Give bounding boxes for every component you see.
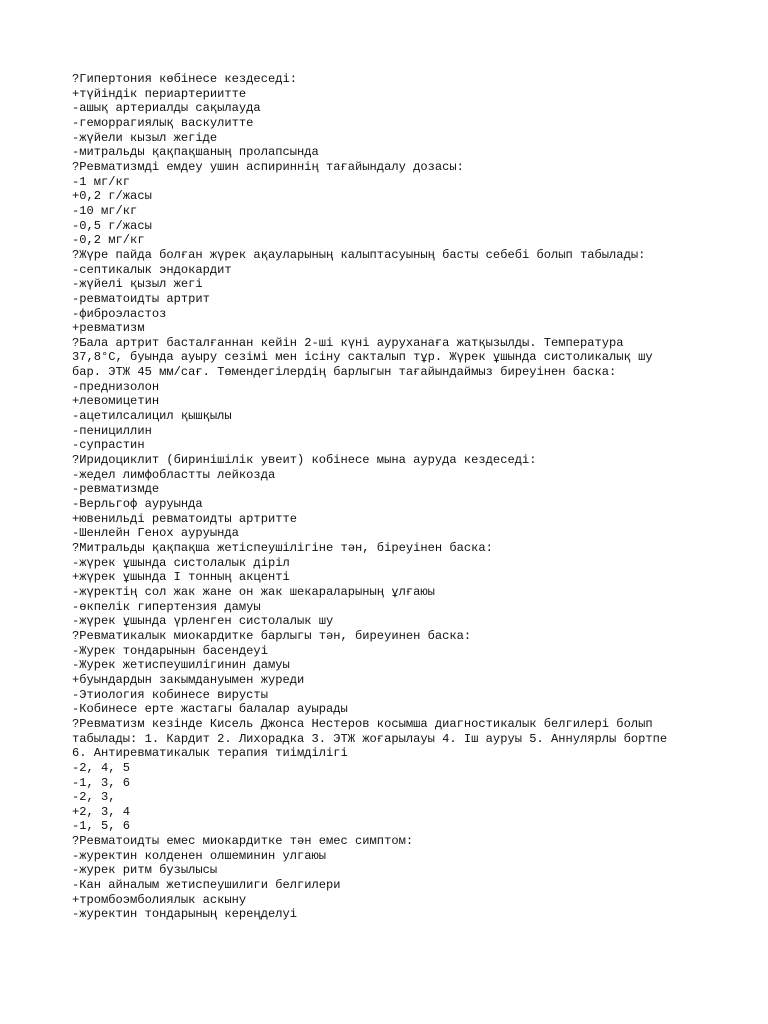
document-line: -10 мг/кг (72, 203, 138, 218)
document-line: -Этиология кобинесе вирусты (72, 687, 268, 702)
document-line: -ревматизмде (72, 482, 160, 497)
document-line: ?Бала артрит басталғаннан кейін 2-ші күні ауруханаға жатқызылды. Температура (72, 335, 624, 350)
document-line: ?Гипертония көбінесе кездеседі: (72, 72, 297, 86)
document-line: -Кобинесе ерте жастагы балалар ауырады (72, 702, 348, 717)
document-line: ?Ревматикалык миокардитке барлыгы тән, биреуинен баска: (72, 628, 472, 643)
document-line: -жедел лимфобластты лейкозда (72, 467, 276, 482)
document-line: -жүрек ұшында систолалык діріл (72, 555, 290, 570)
document-line: -супрастин (72, 438, 145, 453)
document-line: +тромбоэмболиялык аскыну (72, 892, 247, 907)
document-line: -фиброэластоз (72, 306, 167, 321)
document-line: -преднизолон (72, 379, 160, 394)
document-line: ?Жүре пайда болған жүрек ақауларының калыптасуының басты себебі болып табылады: (72, 247, 646, 262)
document-line: -1, 3, 6 (72, 775, 131, 790)
document-line: +ювенильді ревматоидты артритте (72, 511, 297, 526)
document-line: бар. ЭТЖ 45 мм/сағ. Төмендегілердің барлыгын тағайындаймыз биреуінен баска: (72, 365, 617, 380)
document-line: -2, 4, 5 (72, 760, 131, 775)
document-line: ?Ревматизм кезінде Кисель Джонса Нестеров косымша диагностикалык белгилері болып (72, 716, 653, 731)
document-line: -1, 5, 6 (72, 819, 131, 834)
document-line: табылады: 1. Кардит 2. Лихорадка 3. ЭТЖ жоғарылауы 4. Іш ауруы 5. Аннулярлы бортпе (72, 731, 668, 746)
document-line: -ревматоидты артрит (72, 291, 210, 306)
document-page (72, 72, 712, 922)
document-line: +ревматизм (72, 321, 145, 336)
document-line: +0,2 г/жасы (72, 189, 152, 204)
document-line: -жүйели кызыл жегіде (72, 130, 218, 145)
document-line: -Шенлейн Генох ауруында (72, 526, 239, 541)
document-line: +жүрек ұшында І тонның акценті (72, 570, 290, 585)
document-line: -жүректің сол жак жане он жак шекараларының ұлғаюы (72, 584, 435, 599)
document-line: ?Ревматизмді емдеу ушин аспириннің тағайындалу дозасы: (72, 159, 464, 174)
document-line: 37,8°С, буында ауыру сезімі мен ісіну сакталып тұр. Жүрек ұшында систоликалық шу (72, 350, 653, 365)
document-line: -жүрек ұшында үрленген систолалык шу (72, 614, 334, 629)
document-line: -1 мг/кг (72, 174, 131, 189)
document-line: -Журек жетиспеушилігинин дамуы (72, 658, 290, 673)
document-line: +буындардын закымдануымен журеди (72, 672, 305, 687)
document-line: -журектин колденен олшеминин улгаюы (72, 848, 327, 863)
document-line: -Кан айналым жетиспеушилиги белгилери (72, 878, 341, 893)
document-line: ?Ревматоидты емес миокардитке тән емес симптом: (72, 834, 414, 849)
document-line: 6. Антиревматикалык терапия тиімділігі (72, 746, 348, 761)
document-line: -0,2 мг/кг (72, 233, 145, 248)
document-line: +левомицетин (72, 394, 160, 409)
document-line: ?Митральды қақпақша жетіспеушілігіне тән, біреуінен баска: (72, 541, 493, 555)
document-line: -журек ритм бузылысы (72, 863, 218, 878)
document-line: -Верльгоф ауруында (72, 497, 203, 512)
document-line: +2, 3, 4 (72, 804, 131, 819)
document-line: -Журек тондарынын басендеуі (72, 643, 268, 658)
document-line: -митральды қақпақшаның пролапсында (72, 145, 319, 160)
document-line: -журектин тондарының кереңделуі (72, 907, 297, 922)
document-line: +түйіндік периартериитте (72, 86, 247, 101)
document-line: -өкпелік гипертензия дамуы (72, 599, 261, 614)
document-line: -2, 3, (72, 790, 116, 805)
document-line: -0,5 г/жасы (72, 218, 152, 233)
document-line: -пенициллин (72, 423, 152, 438)
document-line: -ашық артериалды сақылауда (72, 101, 261, 116)
document-line: -жүйелі қызыл жегі (72, 277, 203, 292)
document-line: -геморрагиялық васкулитте (72, 115, 254, 130)
document-line: -ацетилсалицил қышқылы (72, 409, 232, 424)
document-line: ?Иридоциклит (биринішілік увеит) кобінесе мына ауруда кездеседі: (72, 453, 537, 468)
document-line: -септикалык эндокардит (72, 262, 232, 277)
